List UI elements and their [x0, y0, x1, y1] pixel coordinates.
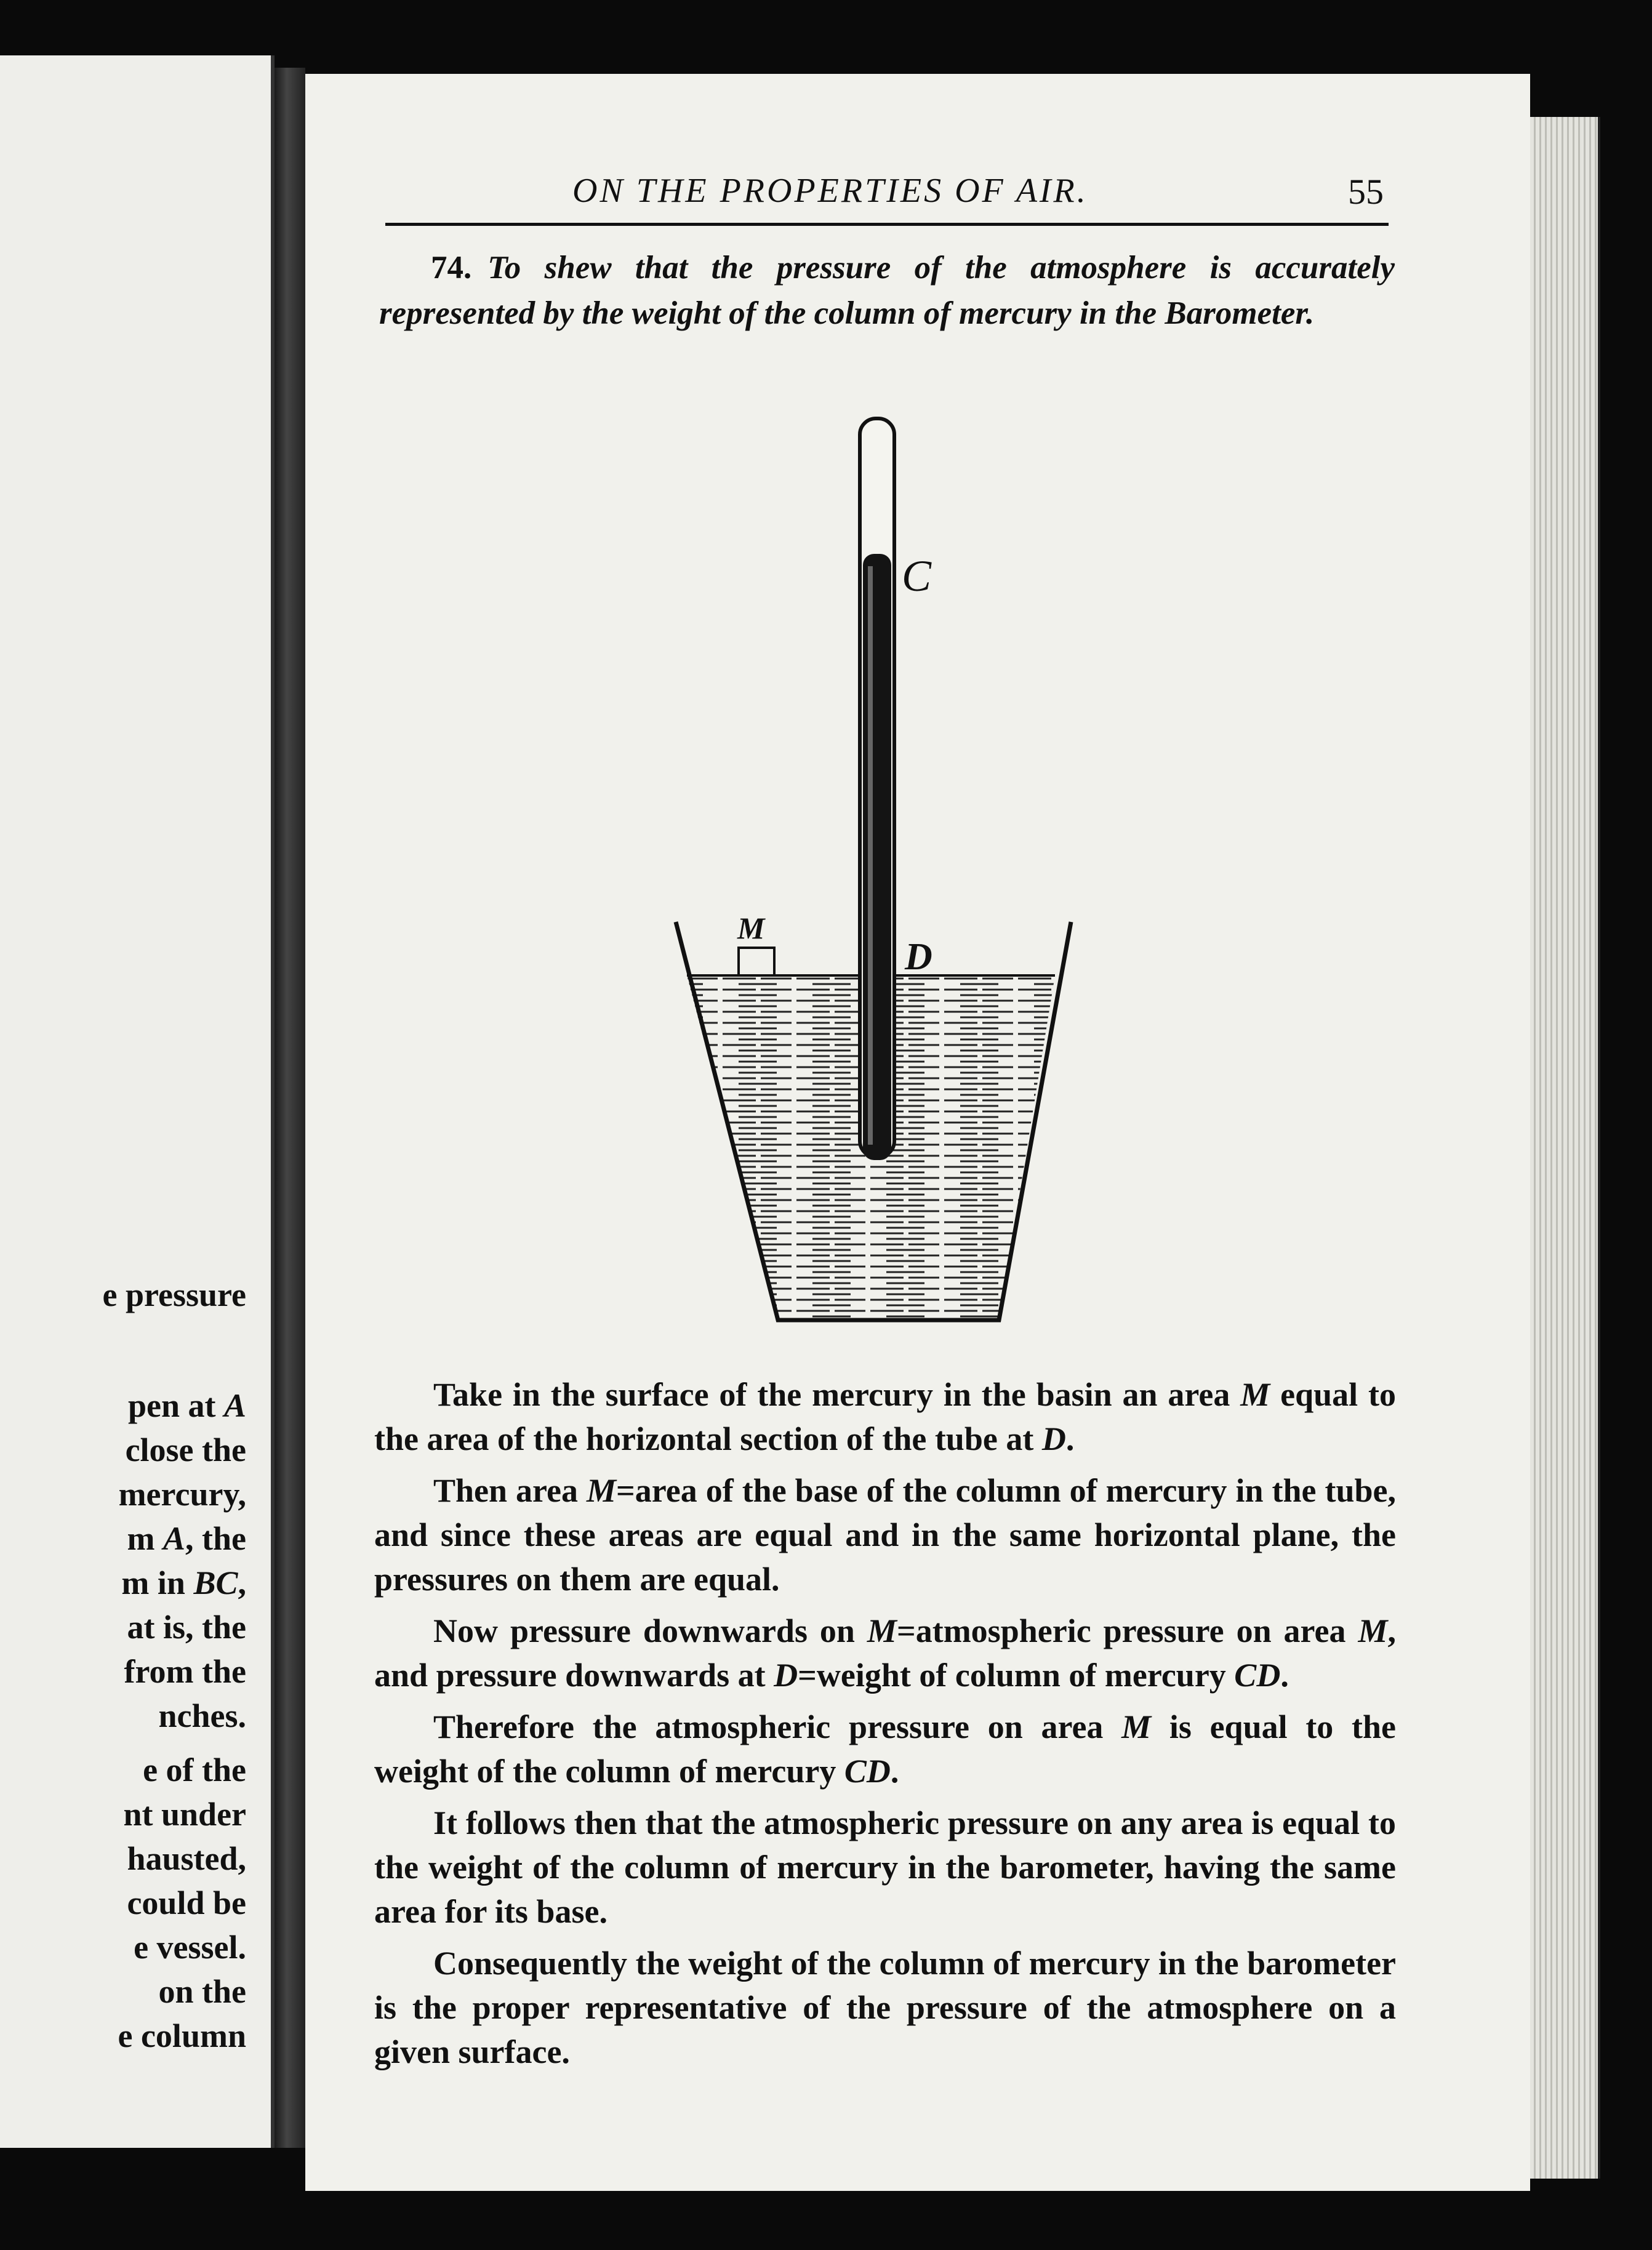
section-number: 74.	[431, 250, 472, 286]
text-run: nches.	[158, 1697, 246, 1734]
label-c: C	[902, 551, 932, 601]
running-head: ON THE PROPERTIES OF AIR.	[572, 172, 1088, 210]
italic-symbol: M	[1358, 1612, 1388, 1649]
paragraph	[374, 1705, 1396, 1793]
text-run: Now pressure downwards on	[433, 1612, 867, 1649]
left-page-fragment	[0, 1516, 246, 1561]
book-gutter	[275, 68, 305, 2148]
section-heading	[379, 245, 1395, 336]
italic-symbol: BC	[193, 1564, 238, 1601]
text-run: m	[127, 1520, 163, 1557]
text-run: is equal to the weight of the column of mercury	[374, 1708, 1396, 1790]
left-page-fragment	[0, 1748, 246, 1792]
text-run: from the	[124, 1653, 246, 1690]
text-run: It follows then that the atmospheric pressure on any area is equal to the weight of the column of mercury in the barometer, having the same area for its base.	[374, 1804, 1396, 1930]
left-page-fragment	[0, 1792, 246, 1836]
italic-symbol: D	[1041, 1420, 1066, 1457]
text-run: equal to the area of the horizontal section of the tube at	[374, 1376, 1396, 1457]
left-page-fragment	[0, 1969, 246, 2014]
text-run: could be	[127, 1884, 246, 1921]
text-run: .	[1065, 1420, 1075, 1457]
barometer-tube	[860, 418, 894, 1160]
text-run: =area of the base of the column of mercury in the tube, and since these areas are equal and in the same horizontal plane, the pressures on them are equal.	[374, 1472, 1397, 1598]
text-run: Consequently the weight of the column of mercury in the barometer is the proper representative of the pressure of the atmosphere on a given surface.	[374, 1945, 1396, 2070]
header-rule	[385, 223, 1389, 226]
text-run: e of the	[143, 1752, 246, 1788]
italic-symbol: M	[1240, 1376, 1270, 1413]
paragraph	[374, 1372, 1396, 1461]
italic-symbol: M	[1121, 1708, 1152, 1745]
italic-symbol: M	[587, 1472, 617, 1509]
text-run: e pressure	[102, 1276, 246, 1313]
text-run: mercury,	[118, 1476, 246, 1513]
text-run: m in	[121, 1564, 194, 1601]
text-run: =atmospheric pressure on area	[896, 1612, 1358, 1649]
text-run: pen at	[127, 1387, 224, 1424]
text-run: Then area	[433, 1472, 587, 1509]
barometer-figure	[646, 388, 1089, 1342]
text-run: Take in the surface of the mercury in the basin an area	[433, 1376, 1241, 1413]
left-page-fragment	[0, 1925, 246, 1969]
page-edges	[1530, 117, 1600, 2179]
text-run: Therefore the atmospheric pressure on area	[433, 1708, 1122, 1745]
left-page-fragment	[0, 2014, 246, 2058]
paragraph	[374, 1609, 1396, 1697]
text-run: nt under	[123, 1796, 246, 1833]
label-d: D	[905, 936, 932, 978]
left-page-fragment	[0, 1836, 246, 1881]
text-run: , and pressure downwards at	[374, 1612, 1396, 1694]
italic-symbol: CD	[844, 1753, 891, 1790]
left-page-fragment	[0, 1694, 246, 1738]
text-run: at is, the	[127, 1609, 246, 1646]
left-page-fragment	[0, 1383, 246, 1428]
text-run: e vessel.	[134, 1929, 246, 1966]
label-m: M	[737, 911, 765, 945]
text-run: on the	[158, 1973, 246, 2010]
text-run: , the	[185, 1520, 246, 1557]
left-page-fragment	[0, 1273, 246, 1317]
text-run: e column	[118, 2017, 246, 2054]
page-number: 55	[1348, 172, 1384, 212]
left-page-fragment	[0, 1428, 246, 1472]
text-run: =weight of column of mercury	[798, 1657, 1235, 1694]
italic-symbol: A	[162, 1520, 186, 1557]
paragraph	[374, 1468, 1396, 1601]
italic-symbol: D	[774, 1657, 798, 1694]
paragraph	[374, 1801, 1396, 1934]
left-page-fragment	[0, 1472, 246, 1516]
italic-symbol: CD	[1234, 1657, 1281, 1694]
left-page-fragment	[0, 1881, 246, 1925]
left-page-fragment	[0, 1605, 246, 1649]
text-run: .	[1280, 1657, 1289, 1694]
italic-symbol: M	[867, 1612, 897, 1649]
text-run: ,	[238, 1564, 246, 1601]
text-run: .	[890, 1753, 899, 1790]
paragraph	[374, 1941, 1396, 2074]
section-title: To shew that the pressure of the atmosphere is accurately represented by the weight of the column of mercury in the Barometer.	[379, 250, 1395, 331]
left-page-fragment	[0, 1561, 246, 1605]
text-run: close the	[125, 1431, 246, 1468]
italic-symbol: A	[223, 1387, 246, 1424]
left-page-fragment	[0, 1649, 246, 1694]
text-run: hausted,	[127, 1840, 246, 1877]
body-text	[374, 1372, 1396, 2081]
area-m-marker	[739, 948, 774, 975]
